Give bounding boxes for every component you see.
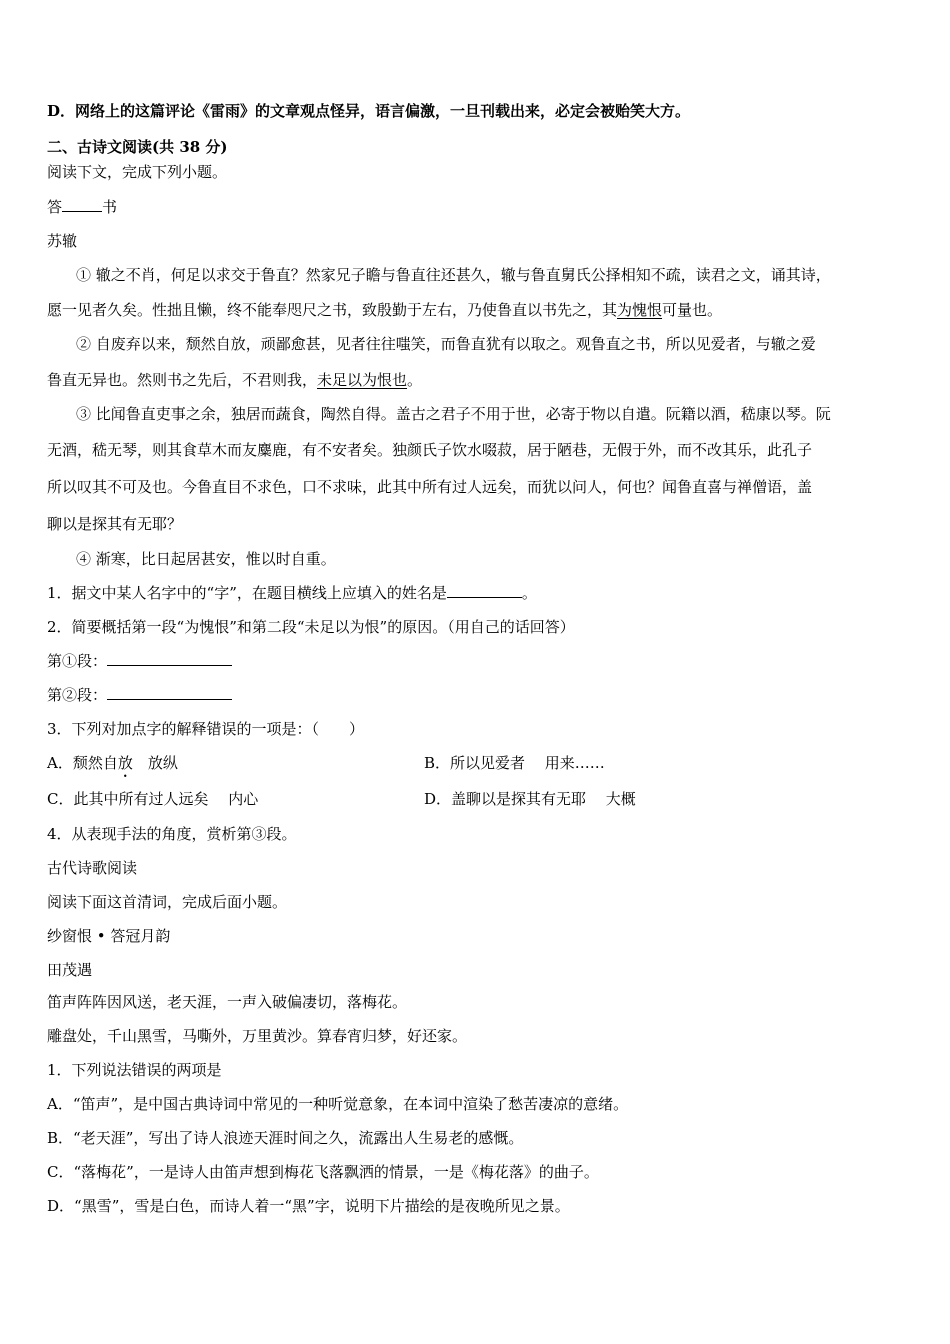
- poem-instruction: 阅读下面这首清词，完成后面小题。: [47, 893, 288, 911]
- answer-blank-1: [447, 583, 522, 598]
- paragraph-3-line-2: 无酒，嵇无琴，则其食草木而友麋鹿，有不安者矣。独颜氏子饮水啜菽，居于陋巷，无假于外，而不改其乐，此孔子: [47, 441, 813, 459]
- paragraph-2-line-2: 鲁直无异也。然则书之先后，不君则我，未足以为恨也。: [47, 371, 423, 389]
- poem-question-1: 1．下列说法错误的两项是: [47, 1061, 222, 1079]
- paragraph-1-line-1: ① 辙之不肖，何足以求交于鲁直？然家兄子瞻与鲁直往还甚久，辙与鲁直舅氏公择相知不疏，读君之文，诵其诗，: [76, 266, 831, 284]
- poem-option-a: A．“笛声”，是中国古典诗词中常见的一种听觉意象，在本词中渲染了愁苦凄凉的意绪。: [47, 1095, 629, 1113]
- title-prefix: 答: [47, 198, 63, 216]
- poem-title: 纱窗恨 • 答冠月韵: [47, 927, 171, 945]
- underlined-phrase-1: 为愧恨: [617, 301, 663, 319]
- poem-section-heading: 古代诗歌阅读: [47, 859, 138, 877]
- question-1: 1．据文中某人名字中的“字”，在题目横线上应填入的姓名是 。: [47, 584, 537, 602]
- option-b: B．所以见爱者 用来……: [424, 754, 605, 772]
- question-2: 2．简要概括第一段“为愧恨”和第二段“未足以为恨”的原因。（用自己的话回答）: [47, 618, 575, 636]
- question-3: 3．下列对加点字的解释错误的一项是：（ ）: [47, 720, 365, 738]
- paragraph-2-line-1: ② 自废弃以来，颓然自放，顽鄙愈甚，见者往往嗤笑，而鲁直犹有以取之。观鲁直之书，所以见爱者，与辙之爱: [76, 335, 816, 353]
- question-3-options-ab: [47, 753, 605, 781]
- dotted-character: 放: [117, 754, 133, 772]
- title-blank: [62, 197, 102, 212]
- poem-line-1: 笛声阵阵因风送，老天涯，一声入破偏凄切，落梅花。: [47, 993, 408, 1011]
- poem-option-c: C．“落梅花”，一是诗人由笛声想到梅花飞落飘洒的情景，一是《梅花落》的曲子。: [47, 1163, 599, 1181]
- option-d: D．盖聊以是探其有无耶 大概: [424, 790, 636, 808]
- article-author: 苏辙: [47, 232, 78, 250]
- poem-option-b: B．“老天涯”，写出了诗人浪迹天涯时间之久，流露出人生易老的感慨。: [47, 1129, 524, 1147]
- option-c: C．此其中所有过人远矣 内心: [47, 790, 259, 808]
- question-2-answer-b: 第②段：: [47, 685, 232, 705]
- title-suffix: 书: [102, 198, 118, 216]
- paragraph-3-line-3: 所以叹其不可及也。今鲁直目不求色，口不求味，此其中所有过人远矣，而犹以问人，何也？闻鲁直喜与禅僧语，盖: [47, 478, 813, 496]
- poem-option-d: D．“黑雪”，雪是白色，而诗人着一“黑”字，说明下片描绘的是夜晚所见之景。: [47, 1197, 570, 1215]
- paragraph-4: ④ 渐寒，比日起居甚安，惟以时自重。: [76, 550, 336, 568]
- poem-author: 田茂遇: [47, 961, 93, 979]
- answer-blank-2b: [107, 685, 232, 700]
- paragraph-1-line-2: 愿一见者久矣。性拙且懒，终不能奉咫尺之书，致殷勤于左右，乃使鲁直以书先之，其为愧恨可量也。: [47, 301, 723, 319]
- question-3-options-cd: [47, 789, 636, 809]
- paragraph-3-line-1: ③ 比闻鲁直吏事之余，独居而蔬食，陶然自得。盖古之君子不用于世，必寄于物以自遣。阮籍以酒，嵇康以琴。阮: [76, 405, 831, 423]
- underlined-phrase-2: 未足以为恨也: [317, 371, 408, 389]
- reading-instruction: 阅读下文，完成下列小题。: [47, 163, 228, 181]
- question-d: D．网络上的这篇评论《雷雨》的文章观点怪异，语言偏激，一旦刊载出来，必定会被贻笑大方。: [47, 102, 691, 120]
- paragraph-3-line-4: 聊以是探其有无耶？: [47, 515, 183, 533]
- article-title: [47, 197, 117, 217]
- section-heading-2: 二、古诗文阅读(共 38 分): [47, 138, 228, 156]
- poem-line-2: 雕盘处，千山黑雪，马嘶外，万里黄沙。算春宵归梦，好还家。: [47, 1027, 468, 1045]
- question-2-answer-a: 第①段：: [47, 651, 232, 671]
- question-4: 4．从表现手法的角度，赏析第③段。: [47, 825, 297, 843]
- option-a: A．颓然自放 放纵: [47, 754, 178, 772]
- answer-blank-2a: [107, 651, 232, 666]
